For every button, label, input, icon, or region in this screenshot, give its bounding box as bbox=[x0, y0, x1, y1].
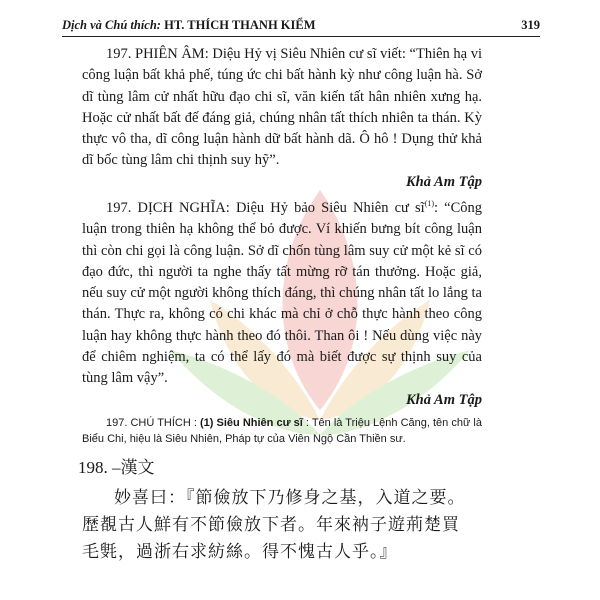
phien-am-text: Diệu Hỷ vị Siêu Nhiên cư sĩ viết: “Thiên hạ vi công luận bất khả phế, túng ức chi bất hành kỳ như công luận hà. Sở dĩ tùng lâm cử nhất hữu đạo chi sĩ, văn kiến tất hân nhiên xưng hạ. Hoặc cử nhất bất đế đáng giả, chúng nhân tất thích nhiên ta thán. Kỳ thực vô tha, dĩ công luận hành dữ bất hành dã. Ô hô ! Dụng thử khả dĩ bốc tùng lâm chi thịnh suy hỹ”. bbox=[82, 46, 483, 169]
dich-nghia-paragraph bbox=[82, 193, 482, 390]
page-body bbox=[78, 44, 483, 565]
section-198-heading: 198. –漢文 bbox=[78, 457, 155, 477]
chu-thich-note bbox=[82, 415, 482, 447]
han-text-block bbox=[82, 484, 482, 565]
han-line-1 bbox=[82, 484, 482, 511]
phien-am-source: Khả Am Tập bbox=[405, 173, 482, 190]
chu-thich-text: : Tên là Triệu Lệnh Căng, tên chữ là Biểu Chi, hiệu là Siêu Nhiên, Pháp tự của Viên Ngộ Cần Thiền sư. bbox=[82, 416, 482, 445]
header-credit bbox=[62, 18, 316, 33]
dich-nghia-label: 197. DỊCH NGHĨA: bbox=[106, 199, 230, 216]
dich-nghia-source: Khả Am Tập bbox=[405, 391, 482, 408]
page-number: 319 bbox=[521, 18, 540, 32]
phien-am-label: 197. PHIÊN ÂM: bbox=[106, 46, 209, 62]
header-credit-name: HT. THÍCH THANH KIỂM bbox=[164, 18, 316, 32]
page-header bbox=[62, 14, 540, 37]
dich-nghia-lead: Diệu Hỷ bảo Siêu Nhiên cư sĩ bbox=[235, 199, 425, 216]
chu-thich-label: 197. CHÚ THÍCH : bbox=[106, 416, 197, 429]
han-line-3: 毛㲣，過浙右求紡絲。得不愧古人乎。』 bbox=[82, 542, 398, 562]
chu-thich-term: (1) Siêu Nhiên cư sĩ bbox=[200, 416, 303, 429]
header-credit-prefix: Dịch và Chú thích: bbox=[62, 18, 161, 32]
han-line-2: 歷覩古人鮮有不節儉放下者。年來衲子遊荊楚買 bbox=[82, 515, 460, 535]
phien-am-paragraph bbox=[82, 44, 482, 172]
footnote-marker: (1) bbox=[424, 199, 435, 209]
han-line-1-text: 妙喜曰：『節儉放下乃修身之基，入道之要。 bbox=[114, 488, 466, 508]
dich-nghia-text: : “Công luận trong thiên hạ không thể bỏ được. Ví khiến bưng bít công luận thì còn chi gọi là công luận. Sở dĩ chốn tùng lâm suy cử một kẻ sĩ có đạo đức, thì người ta nghe thấy tất mừng rỡ tán thưởng. Hoặc giả, nếu suy cử một người không thích đáng, thì chúng nhân tất lo lắng ta thán. Thực ra, không có chi khác mà chỉ ở chỗ thực hành theo công luận hay không thực hành theo đó thôi. Than ôi ! Nếu dùng việc này để chiêm nghiệm, ta có thể lấy đó mà biết được sự thịnh suy của tùng lâm vậy”. bbox=[82, 199, 483, 387]
